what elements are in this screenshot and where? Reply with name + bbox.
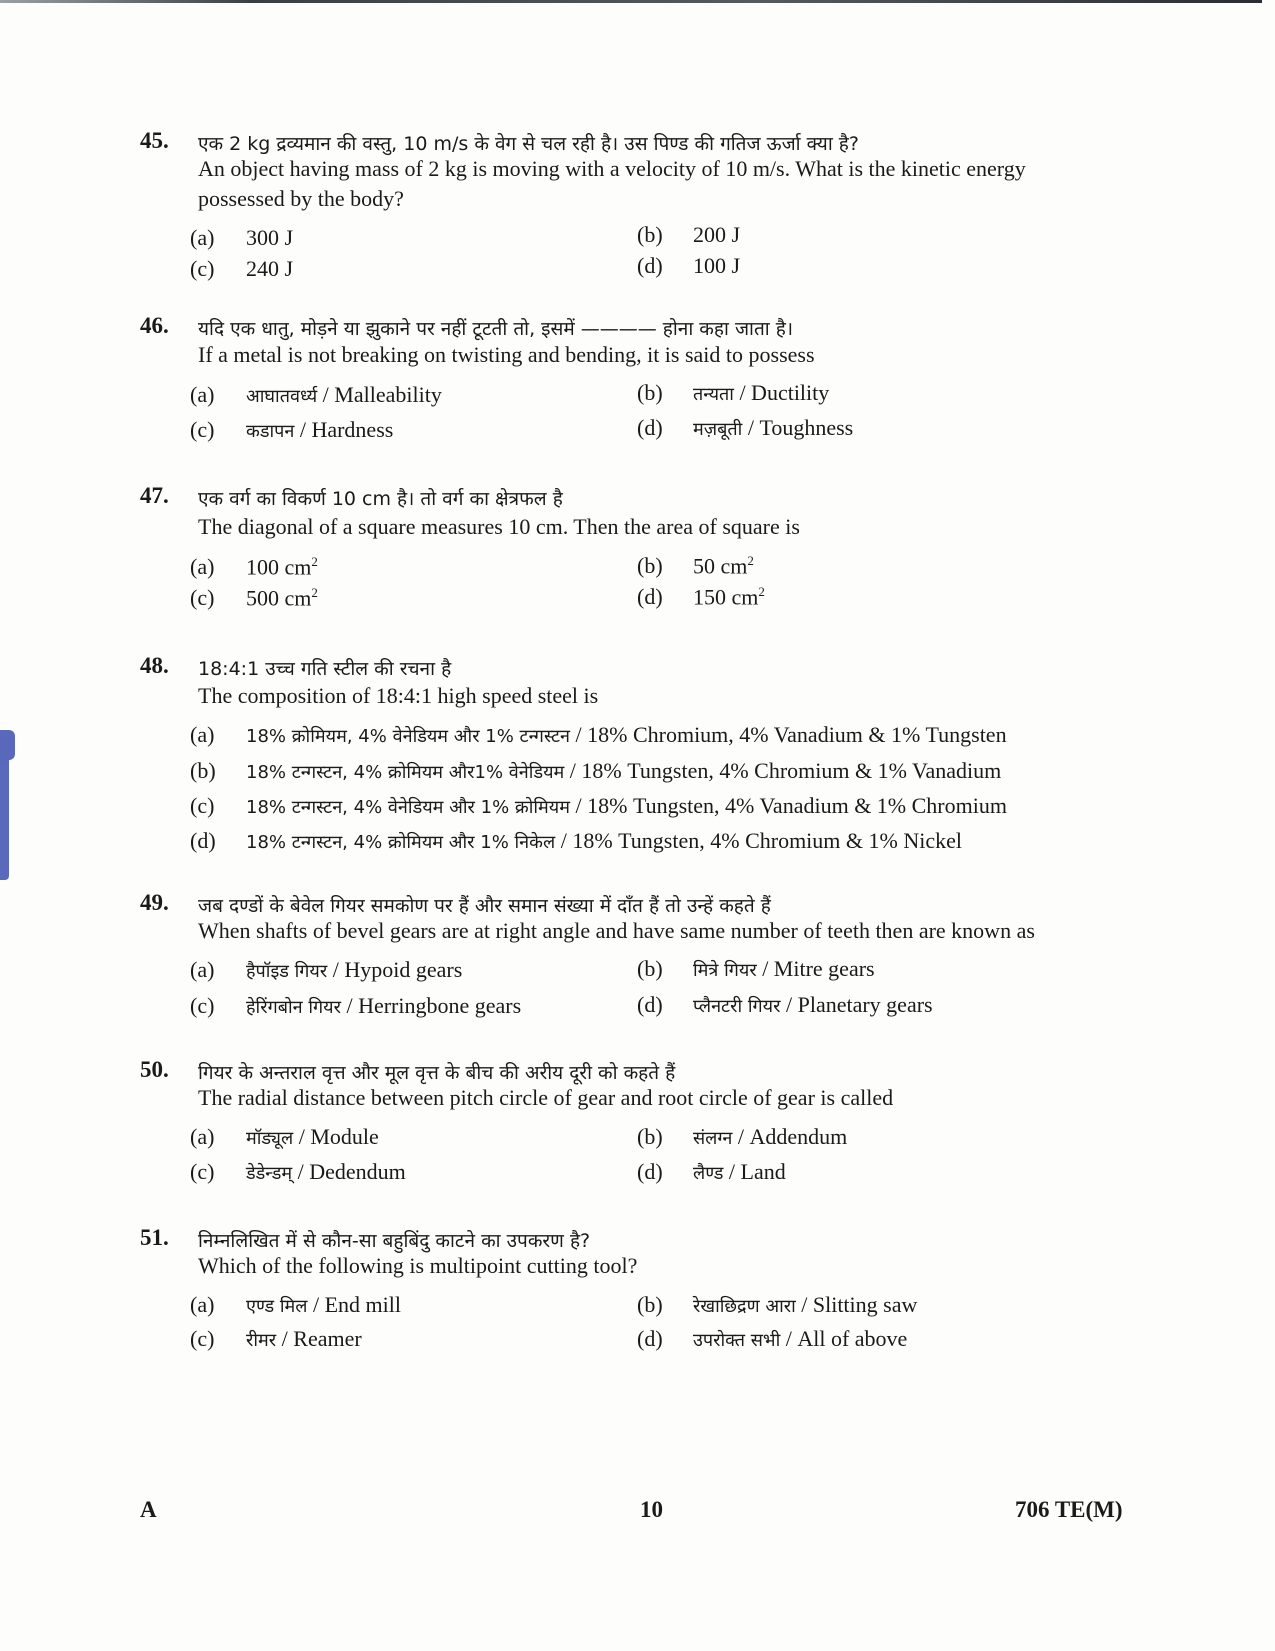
option-d[interactable]: (d) प्लैनटरी गियर / Planetary gears — [637, 992, 933, 1017]
question-english: When shafts of bevel gears are at right angle and have same number of teeth then are known as — [198, 918, 1035, 943]
footer-paper-code: 706 TE(M) — [1015, 1497, 1123, 1522]
question-number: 51. — [140, 1225, 169, 1250]
question-hindi: जब दण्डों के बेवेल गियर समकोण पर हैं और समान संख्या में दाँत हैं तो उन्हें कहते हैं — [198, 895, 771, 917]
question-number: 49. — [140, 890, 169, 915]
question-english-cont: possessed by the body? — [198, 186, 404, 211]
option-d[interactable]: (d) 100 J — [637, 253, 741, 278]
question-english: If a metal is not breaking on twisting and bending, it is said to possess — [198, 342, 815, 367]
question-number: 45. — [140, 128, 169, 153]
question-hindi: यदि एक धातु, मोड़ने या झुकाने पर नहीं टूटती तो, इसमें ———— होना कहा जाता है। — [198, 318, 794, 340]
option-d[interactable]: (d) लैण्ड / Land — [637, 1159, 786, 1184]
question-english: The radial distance between pitch circle of gear and root circle of gear is called — [198, 1085, 894, 1110]
ink-smudge-mark — [0, 730, 9, 880]
option-b[interactable]: (b) संलग्न / Addendum — [637, 1124, 848, 1149]
question-hindi: एक वर्ग का विकर्ण 10 cm है। तो वर्ग का क्षेत्रफल है — [198, 488, 563, 510]
question-number: 47. — [140, 483, 169, 508]
question-english: The composition of 18:4:1 high speed steel is — [198, 683, 599, 708]
option-d[interactable]: (d) 18% टन्गस्टन, 4% क्रोमियम और 1% निकेल / 18% Tungsten, 4% Chromium & 1% Nickel — [190, 828, 962, 853]
option-b[interactable]: (b) रेखाछिद्रण आरा / Slitting saw — [637, 1292, 918, 1317]
option-c[interactable]: (c) डेडेन्डम् / Dedendum — [190, 1159, 406, 1184]
option-d[interactable]: (d) 150 $cm^2$ — [637, 584, 765, 610]
option-c[interactable]: (c) हेरिंगबोन गियर / Herringbone gears — [190, 993, 522, 1018]
option-a[interactable]: (a) 100 $cm^2$ — [190, 554, 318, 580]
option-a[interactable]: (a) 300 J — [190, 225, 294, 250]
scan-top-edge — [0, 0, 1262, 3]
question-english: An object having mass of 2 kg is moving with a velocity of 10 m/s. What is the kinetic energy — [198, 156, 1026, 181]
option-d[interactable]: (d) मज़बूती / Toughness — [637, 415, 854, 440]
option-c[interactable]: (c) कडापन / Hardness — [190, 417, 394, 442]
option-b[interactable]: (b) तन्यता / Ductility — [637, 380, 830, 405]
footer-page-number: 10 — [640, 1497, 663, 1522]
footer-booklet-series: A — [140, 1497, 157, 1522]
option-b[interactable]: (b) मित्रे गियर / Mitre gears — [637, 956, 875, 981]
option-a[interactable]: (a) एण्ड मिल / End mill — [190, 1292, 401, 1317]
option-a[interactable]: (a) मॉड्यूल / Module — [190, 1124, 379, 1149]
option-d[interactable]: (d) उपरोक्त सभी / All of above — [637, 1326, 908, 1351]
question-number: 50. — [140, 1057, 169, 1082]
question-hindi: गियर के अन्तराल वृत्त और मूल वृत्त के बीच की अरीय दूरी को कहते हैं — [198, 1062, 676, 1084]
option-c[interactable]: (c) 240 J — [190, 256, 294, 281]
option-b[interactable]: (b) 18% टन्गस्टन, 4% क्रोमियम और1% वेनेडियम / 18% Tungsten, 4% Chromium & 1% Vanadium — [190, 758, 1002, 783]
option-a[interactable]: (a) 18% क्रोमियम, 4% वेनेडियम और 1% टन्गस्टन / 18% Chromium, 4% Vanadium & 1% Tungsten — [190, 722, 1007, 747]
option-b[interactable]: (b) 50 $cm^2$ — [637, 553, 754, 579]
question-number: 46. — [140, 313, 169, 338]
option-c[interactable]: (c) 500 $cm^2$ — [190, 585, 318, 611]
option-c[interactable]: (c) रीमर / Reamer — [190, 1326, 362, 1351]
option-b[interactable]: (b) 200 J — [637, 222, 741, 247]
question-english: Which of the following is multipoint cutting tool? — [198, 1253, 638, 1278]
question-hindi: निम्नलिखित में से कौन-सा बहुबिंदु काटने का उपकरण है? — [198, 1230, 591, 1252]
question-hindi: 18:4:1 उच्च गति स्टील की रचना है — [198, 658, 452, 680]
option-a[interactable]: (a) हैपॉइड गियर / Hypoid gears — [190, 957, 463, 982]
question-number: 48. — [140, 653, 169, 678]
option-a[interactable]: (a) आघातवर्ध्य / Malleability — [190, 382, 442, 407]
option-c[interactable]: (c) 18% टन्गस्टन, 4% वेनेडियम और 1% क्रोमियम / 18% Tungsten, 4% Vanadium & 1% Chromium — [190, 793, 1007, 818]
question-english: The diagonal of a square measures 10 cm. Then the area of square is — [198, 514, 800, 539]
question-hindi: एक 2 kg द्रव्यमान की वस्तु, 10 m/s के वेग से चल रही है। उस पिण्ड की गतिज ऊर्जा क्या है? — [198, 133, 859, 155]
